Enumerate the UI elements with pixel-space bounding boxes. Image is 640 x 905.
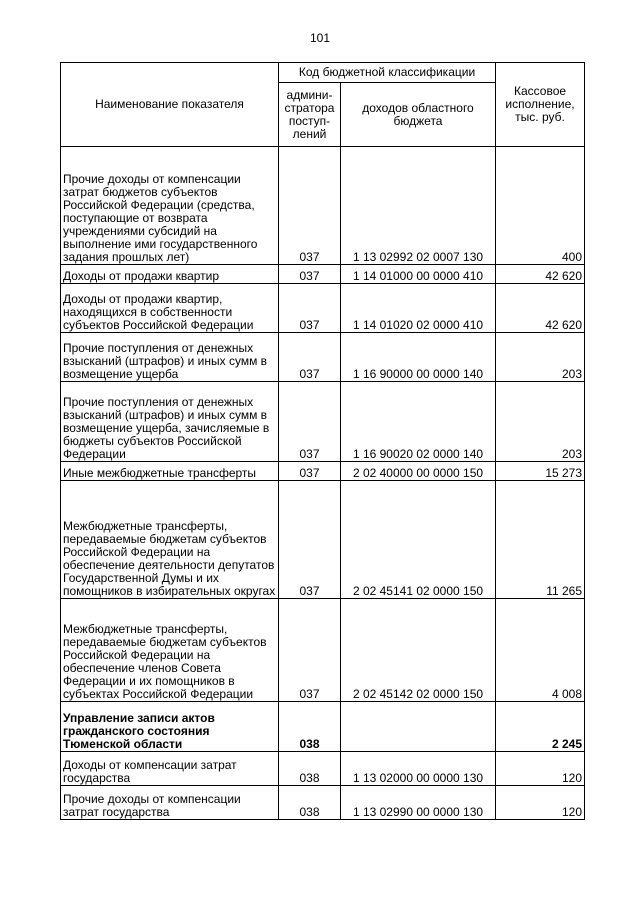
row-amount: 42 620: [496, 284, 585, 333]
row-name: Управление записи актов гражданского состояния Тюменской области: [61, 702, 279, 752]
row-budget-code: 2 02 45142 02 0000 150: [341, 599, 496, 702]
header-code-group: Код бюджетной классификации: [279, 63, 496, 83]
row-name: Прочие поступления от денежных взысканий (штрафов) и иных сумм в возмещение ущерба: [61, 333, 279, 382]
row-name: Межбюджетные трансферты, передаваемые бюджетам субъектов Российской Федерации на обеспечение деятельности депутатов Государственной Думы и их помощников в избирательных округах: [61, 481, 279, 599]
row-amount: 15 273: [496, 462, 585, 481]
row-amount: 4 008: [496, 599, 585, 702]
row-admin-code: 037: [279, 382, 341, 462]
table-row: [61, 462, 585, 481]
row-admin-code: 037: [279, 147, 341, 265]
row-admin-code: 037: [279, 462, 341, 481]
row-admin-code: 037: [279, 599, 341, 702]
row-budget-code: 2 02 45141 02 0000 150: [341, 481, 496, 599]
table-row: [61, 333, 585, 382]
row-amount: 203: [496, 382, 585, 462]
table-body: [61, 147, 585, 820]
row-budget-code: 1 16 90000 00 0000 140: [341, 333, 496, 382]
row-amount: 42 620: [496, 265, 585, 284]
row-admin-code: 038: [279, 786, 341, 820]
row-amount: 2 245: [496, 702, 585, 752]
row-amount: 120: [496, 752, 585, 786]
table-row: [61, 147, 585, 265]
table-row: [61, 265, 585, 284]
table-row: [61, 786, 585, 820]
row-budget-code: [341, 702, 496, 752]
row-admin-code: 037: [279, 333, 341, 382]
row-name: Доходы от продажи квартир: [61, 265, 279, 284]
row-admin-code: 038: [279, 752, 341, 786]
row-admin-code: 037: [279, 265, 341, 284]
row-budget-code: 1 13 02992 02 0007 130: [341, 147, 496, 265]
table-row: [61, 599, 585, 702]
budget-table: [60, 62, 585, 820]
header-income: доходов областного бюджета: [341, 83, 496, 147]
row-budget-code: 1 13 02000 00 0000 130: [341, 752, 496, 786]
row-budget-code: 2 02 40000 00 0000 150: [341, 462, 496, 481]
row-name: Прочие доходы от компенсации затрат бюджетов субъектов Российской Федерации (средства, поступающие от возврата учреждениями субсидий на выполнение ими государственного задания прошлых лет): [61, 147, 279, 265]
header-admin: админи-стратора поступ-лений: [279, 83, 341, 147]
row-name: Прочие доходы от компенсации затрат государства: [61, 786, 279, 820]
page-number: 101: [309, 31, 331, 45]
table-row: [61, 702, 585, 752]
row-admin-code: 037: [279, 284, 341, 333]
row-admin-code: 038: [279, 702, 341, 752]
table-row: [61, 752, 585, 786]
table-row: [61, 481, 585, 599]
header-amount: Кассовое исполнение, тыс. руб.: [496, 63, 585, 147]
row-admin-code: 037: [279, 481, 341, 599]
header-name: Наименование показателя: [61, 63, 279, 147]
row-budget-code: 1 16 90020 02 0000 140: [341, 382, 496, 462]
row-budget-code: 1 14 01020 02 0000 410: [341, 284, 496, 333]
row-budget-code: 1 13 02990 00 0000 130: [341, 786, 496, 820]
row-amount: 400: [496, 147, 585, 265]
table-row: [61, 284, 585, 333]
row-name: Межбюджетные трансферты, передаваемые бюджетам субъектов Российской Федерации на обеспечение членов Совета Федерации и их помощников в субъектах Российской Федерации: [61, 599, 279, 702]
row-amount: 11 265: [496, 481, 585, 599]
row-name: Доходы от компенсации затрат государства: [61, 752, 279, 786]
row-budget-code: 1 14 01000 00 0000 410: [341, 265, 496, 284]
row-name: Прочие поступления от денежных взысканий (штрафов) и иных сумм в возмещение ущерба, зачисляемые в бюджеты субъектов Российской Федерации: [61, 382, 279, 462]
row-name: Иные межбюджетные трансферты: [61, 462, 279, 481]
row-name: Доходы от продажи квартир, находящихся в собственности субъектов Российской Федерации: [61, 284, 279, 333]
row-amount: 203: [496, 333, 585, 382]
row-amount: 120: [496, 786, 585, 820]
table-row: [61, 382, 585, 462]
